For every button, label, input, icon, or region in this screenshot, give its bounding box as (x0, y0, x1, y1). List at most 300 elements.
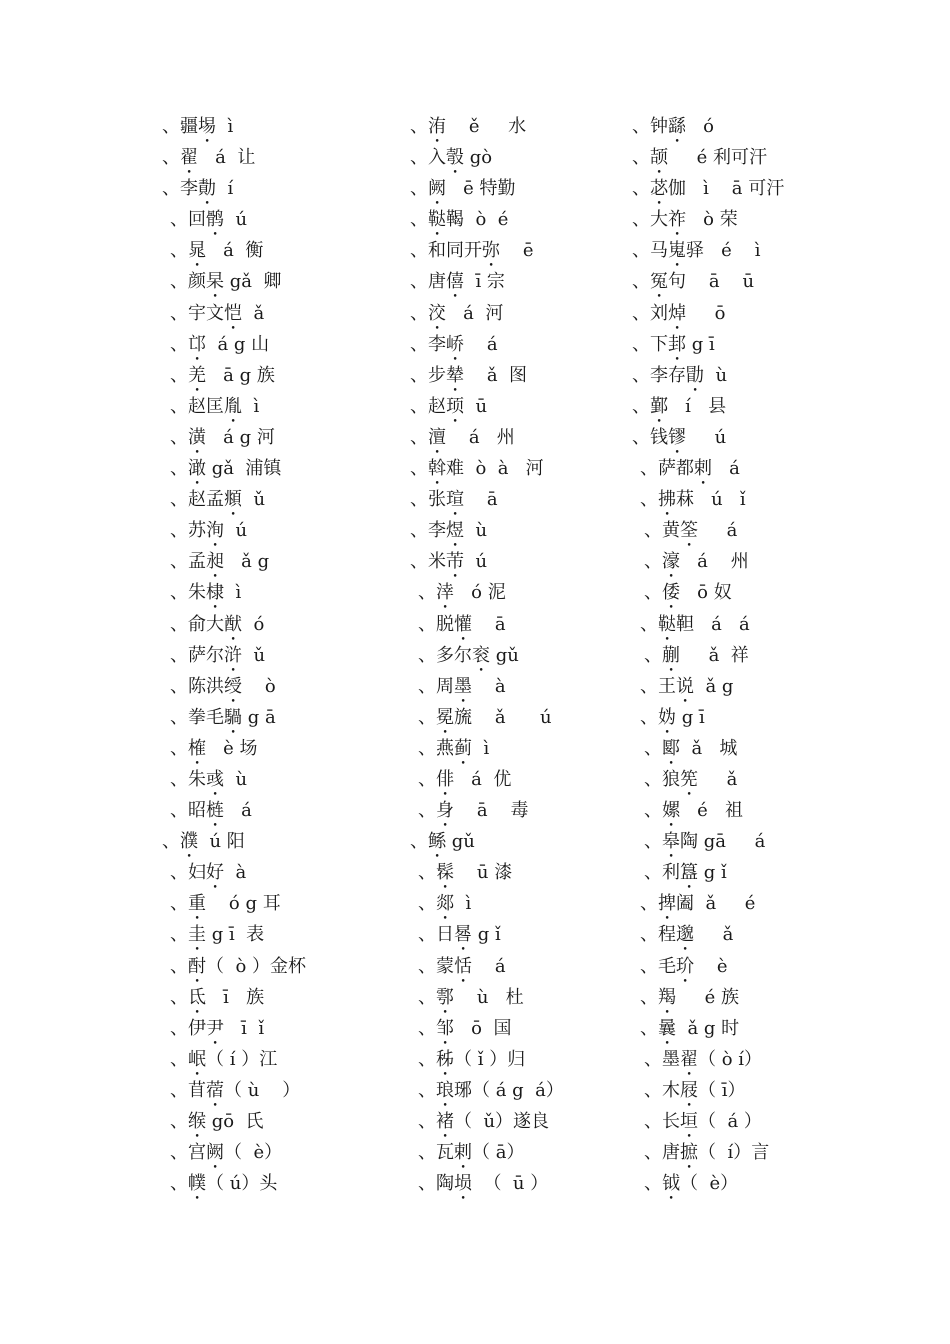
emphasized-character: 岷 (188, 1048, 206, 1070)
list-item (632, 1168, 932, 1199)
item-prefix: 、赵 (410, 395, 446, 417)
list-item (162, 1137, 402, 1168)
emphasized-character: 勣 (198, 178, 216, 200)
emphasized-character: 埸 (198, 116, 216, 137)
list-item (632, 1075, 932, 1106)
item-prefix: 、 (418, 1017, 436, 1039)
emphasized-character: 圭 (188, 924, 206, 946)
emphasized-character: 邈 (676, 924, 694, 946)
item-prefix: 、毛 (640, 955, 676, 977)
pinyin-fill-in: 菻 ú ǐ (676, 489, 746, 511)
list-item (410, 857, 635, 888)
list-item (410, 546, 635, 577)
pinyin-fill-in: ǎ 祥 (680, 644, 749, 666)
list-item (162, 484, 402, 515)
list-item (632, 422, 932, 453)
emphasized-character: 潢 (188, 426, 206, 448)
emphasized-character: 冤 (650, 271, 668, 293)
emphasized-character: 懽 (454, 613, 472, 635)
item-prefix: 、 (644, 551, 662, 573)
list-item (162, 298, 402, 329)
emphasized-character: 酎 (188, 955, 206, 977)
emphasized-character: 洵 (206, 520, 224, 542)
pinyin-fill-in: á (472, 955, 506, 977)
list-item (162, 951, 402, 982)
emphasized-character: 阙 (206, 1142, 224, 1164)
pinyin-fill-in: ǔ (242, 644, 266, 666)
list-item (632, 609, 932, 640)
item-prefix: 、 (632, 271, 650, 293)
item-prefix: 、 (170, 333, 188, 355)
pinyin-fill-in: è 场 (206, 737, 258, 759)
pinyin-fill-in: （ ū ） (472, 1173, 549, 1195)
emphasized-character: 苾 (650, 178, 668, 200)
emphasized-character: 邽 (668, 333, 686, 355)
list-item (632, 733, 932, 764)
list-item (632, 702, 932, 733)
pinyin-fill-in: 旒 ǎ ú (454, 706, 552, 728)
emphasized-character: 钺 (662, 1173, 680, 1195)
list-item (410, 826, 635, 857)
item-prefix: 、朱 (170, 768, 206, 790)
list-item (632, 484, 932, 515)
item-prefix: 、 (632, 178, 650, 200)
emphasized-character: 鞑 (428, 209, 446, 231)
pinyin-fill-in: ú (464, 551, 488, 573)
item-prefix: 、步 (410, 364, 446, 386)
emphasized-character: 郯 (436, 893, 454, 915)
emphasized-character: 氐 (188, 986, 206, 1008)
list-item (162, 888, 402, 919)
item-prefix: 、 (170, 924, 188, 946)
emphasized-character: 辇 (446, 364, 464, 386)
list-item (162, 235, 402, 266)
list-item (162, 640, 402, 671)
list-item (410, 888, 635, 919)
item-prefix: 、长 (644, 1111, 680, 1132)
pinyin-fill-in: ē (500, 240, 534, 262)
list-item (632, 329, 932, 360)
list-item (162, 577, 402, 608)
list-item (410, 204, 635, 235)
pinyin-fill-in: 阖 ǎ é (676, 893, 756, 915)
pinyin-fill-in: á 州 (446, 426, 515, 448)
list-item (410, 1044, 635, 1075)
list-item (632, 142, 932, 173)
emphasized-character: 蓟 (454, 737, 472, 759)
emphasized-character: 身 (436, 800, 454, 822)
item-prefix: 、疆 (162, 116, 198, 137)
list-item (410, 235, 635, 266)
emphasized-character: 蓿 (206, 1079, 224, 1101)
list-item (162, 826, 402, 857)
item-prefix: 、回 (170, 209, 206, 231)
emphasized-character: 捭 (658, 893, 676, 915)
item-prefix: 、 (418, 706, 436, 728)
pinyin-fill-in: 驿 é ì (686, 240, 761, 262)
list-item (632, 1106, 932, 1137)
emphasized-character: 恺 (224, 302, 242, 324)
item-prefix: 、唐 (644, 1142, 680, 1164)
list-item (162, 982, 402, 1013)
emphasized-character: 鞑 (658, 613, 676, 635)
emphasized-character: 嫘 (662, 800, 680, 822)
emphasized-character: 梿 (206, 800, 224, 822)
list-item (162, 173, 402, 204)
emphasized-character: 猷 (224, 613, 242, 635)
item-prefix: 、日 (418, 924, 454, 946)
pinyin-fill-in: （ ù ） (224, 1079, 301, 1101)
list-item (162, 1075, 402, 1106)
emphasized-character: 筌 (680, 520, 698, 542)
item-prefix: 、 (632, 395, 650, 417)
item-prefix: 、马 (632, 240, 668, 262)
pinyin-fill-in: ǎ g (224, 551, 270, 573)
pinyin-fill-in: ǎ 图 (464, 364, 528, 386)
pinyin-fill-in: é 祖 (680, 800, 743, 822)
pinyin-fill-in: í 县 (668, 395, 727, 417)
list-item (162, 266, 402, 297)
pinyin-fill-in: gǔ (490, 644, 519, 666)
item-prefix: 、张 (410, 489, 446, 511)
item-prefix: 、多尔 (418, 644, 472, 666)
emphasized-character: 榷 (188, 737, 206, 759)
pinyin-fill-in: ǎ (698, 768, 738, 790)
item-prefix: 、昭 (170, 800, 206, 822)
item-prefix: 、周 (418, 675, 454, 697)
emphasized-character: 玠 (676, 955, 694, 977)
emphasized-character: 瑄 (446, 489, 464, 511)
emphasized-character: 尹 (206, 1017, 224, 1039)
pinyin-fill-in: á 河 (446, 302, 504, 324)
list-item (410, 919, 635, 950)
item-prefix: 、赵匡 (170, 395, 224, 417)
emphasized-character: 晁 (188, 240, 206, 262)
list-item (162, 1168, 402, 1199)
item-prefix: 、墨 (644, 1048, 680, 1070)
pinyin-fill-in: ì (224, 582, 242, 604)
emphasized-character: 繇 (668, 116, 686, 137)
item-prefix: 、 (644, 644, 662, 666)
list-item (410, 1106, 635, 1137)
pinyin-fill-in: gǔ (446, 831, 475, 853)
item-prefix: 、大 (632, 209, 668, 231)
emphasized-character: 祚 (668, 209, 686, 231)
pinyin-fill-in: ō 奴 (680, 582, 732, 604)
item-prefix: 、 (170, 1048, 188, 1070)
pinyin-fill-in: á 州 (680, 551, 749, 573)
pinyin-fill-in: ó g 耳 (206, 893, 281, 915)
list-item (410, 1013, 635, 1044)
pinyin-fill-in: g ī 表 (206, 924, 265, 946)
pinyin-fill-in: è (694, 955, 728, 977)
list-item (632, 764, 932, 795)
pinyin-fill-in: á (698, 520, 738, 542)
pinyin-fill-in: 难 ò à 河 (446, 458, 544, 480)
emphasized-character: 恬 (454, 955, 472, 977)
pinyin-fill-in: g ǐ (472, 924, 501, 946)
list-item (162, 702, 402, 733)
emphasized-character: 琅 (436, 1079, 454, 1101)
item-prefix: 、 (170, 893, 188, 915)
item-prefix: 、萨都 (640, 458, 694, 480)
pinyin-fill-in: ù 杜 (454, 986, 524, 1008)
pinyin-fill-in: á 衡 (206, 240, 264, 262)
item-prefix: 、 (640, 613, 658, 635)
pinyin-fill-in: ò 荣 (686, 209, 738, 231)
list-item (162, 733, 402, 764)
item-prefix: 、 (640, 893, 658, 915)
list-item (410, 1168, 635, 1199)
item-prefix: 、 (418, 768, 436, 790)
item-prefix: 、 (644, 737, 662, 759)
emphasized-character: 濠 (662, 551, 680, 573)
emphasized-character: 鲧 (428, 831, 446, 853)
item-prefix: 、 (170, 426, 188, 448)
item-prefix: 、脱 (418, 613, 454, 635)
item-prefix: 、唐 (410, 271, 446, 293)
item-prefix: 、燕 (418, 737, 454, 759)
pinyin-fill-in: à (472, 675, 506, 697)
list-item (410, 391, 635, 422)
emphasized-character: 幞 (188, 1173, 206, 1195)
emphasized-character: 騧 (224, 706, 242, 728)
emphasized-character: 重 (188, 893, 206, 915)
emphasized-character: 顼 (446, 395, 464, 417)
emphasized-character: 阙 (428, 178, 446, 200)
list-item (632, 888, 932, 919)
item-prefix: 、陈洪 (170, 675, 224, 697)
item-prefix: 、狼 (644, 768, 680, 790)
emphasized-character: 頫 (224, 489, 242, 511)
emphasized-character: 洧 (428, 116, 446, 137)
emphasized-character: 倭 (662, 582, 680, 604)
pinyin-fill-in: á (712, 458, 740, 480)
emphasized-character: 嵬 (668, 240, 686, 262)
pinyin-fill-in: ī 族 (206, 986, 265, 1008)
list-item (632, 857, 932, 888)
item-prefix: 、 (170, 1173, 188, 1195)
list-item (410, 982, 635, 1013)
list-item (162, 857, 402, 888)
pinyin-fill-in: ǎ g 时 (676, 1017, 740, 1039)
item-prefix: 、木 (644, 1079, 680, 1101)
item-prefix: 、俞大 (170, 613, 224, 635)
column-right (632, 111, 932, 1199)
pinyin-fill-in: ì (216, 116, 234, 137)
emphasized-character: 鹘 (206, 209, 224, 231)
list-item (410, 951, 635, 982)
emphasized-character: 剌 (694, 458, 712, 480)
item-prefix: 、 (410, 116, 428, 137)
pinyin-fill-in: （ á ） (698, 1111, 762, 1132)
pinyin-fill-in: ù (464, 520, 488, 542)
emphasized-character: 斡 (428, 458, 446, 480)
list-item (410, 764, 635, 795)
list-item (410, 111, 635, 142)
item-prefix: 、钟 (632, 116, 668, 137)
pinyin-fill-in: ǎ 城 (680, 737, 738, 759)
pinyin-fill-in: á 让 (198, 147, 256, 169)
item-prefix: 、 (418, 1079, 436, 1101)
item-prefix: 、朱 (170, 582, 206, 604)
pinyin-fill-in: ǎ (242, 302, 265, 324)
pinyin-fill-in: ú 阳 (198, 831, 245, 853)
emphasized-character: 勖 (686, 364, 704, 386)
list-item (410, 795, 635, 826)
list-item (632, 391, 932, 422)
pinyin-fill-in: é 利可汗 (668, 147, 767, 169)
pinyin-fill-in: gǎ 浦镇 (206, 458, 282, 480)
list-item (632, 266, 932, 297)
list-item (410, 1137, 635, 1168)
list-item (632, 111, 932, 142)
list-item (410, 515, 635, 546)
item-prefix: 、李存 (632, 364, 686, 386)
item-prefix: 、 (170, 1111, 188, 1132)
pinyin-fill-in: á 优 (454, 768, 512, 790)
emphasized-character: 晷 (454, 924, 472, 946)
list-item (632, 1013, 932, 1044)
pinyin-fill-in: （ è） (680, 1173, 739, 1195)
pinyin-fill-in: ó (242, 613, 265, 635)
pinyin-fill-in: ē 特勤 (446, 178, 516, 200)
item-prefix: 、黄 (644, 520, 680, 542)
emphasized-character: 垣 (680, 1111, 698, 1132)
list-item (162, 1106, 402, 1137)
item-prefix: 、 (644, 800, 662, 822)
column-left (162, 111, 402, 1199)
pinyin-fill-in: à (224, 862, 247, 884)
item-prefix: 、苜 (170, 1079, 206, 1101)
emphasized-character: 妫 (658, 706, 676, 728)
pinyin-fill-in: ú (224, 209, 248, 231)
item-prefix: 、 (418, 893, 436, 915)
emphasized-character: 皋 (662, 831, 680, 853)
item-prefix: 、王 (640, 675, 676, 697)
pinyin-fill-in: （ ò ）金杯 (206, 955, 307, 977)
item-prefix: 、伊 (170, 1017, 206, 1039)
list-item (632, 826, 932, 857)
emphasized-character: 绶 (224, 675, 242, 697)
item-prefix: 、 (170, 240, 188, 262)
list-item (410, 671, 635, 702)
item-prefix: 、 (410, 426, 428, 448)
pinyin-fill-in: é 族 (676, 986, 739, 1008)
pinyin-fill-in: ō 国 (454, 1017, 512, 1039)
list-item (162, 1044, 402, 1075)
item-prefix: 、瓦 (418, 1142, 454, 1164)
emphasized-character: 煜 (446, 520, 464, 542)
item-prefix: 、 (644, 831, 662, 853)
item-prefix: 、 (410, 302, 428, 324)
emphasized-character: 芾 (446, 551, 464, 573)
item-prefix: 、 (418, 1111, 436, 1132)
list-item (632, 951, 932, 982)
emphasized-character: 镠 (668, 426, 686, 448)
item-prefix: 、 (170, 986, 188, 1008)
list-item (162, 142, 402, 173)
list-item (410, 702, 635, 733)
pinyin-fill-in: 句 ā ū (668, 271, 755, 293)
emphasized-character: 鄠 (436, 986, 454, 1008)
pinyin-fill-in: ì (242, 395, 260, 417)
emphasized-character: 翟 (180, 147, 198, 169)
emphasized-character: 弥 (482, 240, 500, 262)
pinyin-fill-in: ú (686, 426, 727, 448)
item-prefix: 、苏 (170, 520, 206, 542)
pinyin-fill-in: ī ǐ (224, 1017, 265, 1039)
emphasized-character: 澉 (188, 458, 206, 480)
item-prefix: 、李 (410, 333, 446, 355)
item-prefix: 、 (418, 986, 436, 1008)
pinyin-fill-in: ō (686, 302, 726, 324)
emphasized-character: 秭 (436, 1048, 454, 1070)
emphasized-character: 墨 (454, 675, 472, 697)
pinyin-fill-in: （ ǐ ）归 (454, 1048, 526, 1070)
list-item (410, 609, 635, 640)
pinyin-fill-in: ā (472, 613, 506, 635)
item-prefix: 、 (170, 458, 188, 480)
item-prefix: 、拳毛 (170, 706, 224, 728)
item-prefix: 、 (410, 178, 428, 200)
list-item (162, 329, 402, 360)
item-prefix: 、 (410, 831, 428, 853)
list-item (410, 453, 635, 484)
emphasized-character: 鄞 (650, 395, 668, 417)
item-prefix: 、刘 (632, 302, 668, 324)
item-prefix: 、 (632, 147, 650, 169)
emphasized-character: 澶 (428, 426, 446, 448)
emphasized-character: 筅 (680, 768, 698, 790)
list-item (632, 577, 932, 608)
emphasized-character: 埙 (454, 1173, 472, 1195)
list-item (162, 1013, 402, 1044)
list-item (632, 173, 932, 204)
pinyin-fill-in: 靼 á á (676, 613, 750, 635)
list-item (632, 235, 932, 266)
pinyin-fill-in: ù (704, 364, 728, 386)
emphasized-character: 焯 (668, 302, 686, 324)
emphasized-character: 僖 (446, 271, 464, 293)
list-item (162, 360, 402, 391)
pinyin-fill-in: ī 宗 (464, 271, 505, 293)
pinyin-fill-in: ū (464, 395, 488, 417)
pinyin-fill-in: （ ò í） (698, 1048, 763, 1070)
emphasized-character: 浒 (224, 644, 242, 666)
emphasized-character: 彧 (206, 768, 224, 790)
item-prefix: 、 (410, 458, 428, 480)
list-item (632, 515, 932, 546)
emphasized-character: 彀 (446, 147, 464, 169)
pinyin-fill-in: （ ú）头 (206, 1173, 278, 1195)
list-item (162, 422, 402, 453)
pinyin-fill-in: （ ā） (472, 1142, 525, 1164)
item-prefix: 、钱 (632, 426, 668, 448)
item-prefix: 、陶 (418, 1173, 454, 1195)
list-item (410, 640, 635, 671)
emphasized-character: 缑 (188, 1111, 206, 1132)
list-item (162, 671, 402, 702)
item-prefix: 、李 (410, 520, 446, 542)
pinyin-fill-in: á (224, 800, 252, 822)
emphasized-character: 俳 (436, 768, 454, 790)
pinyin-fill-in: （ ī） (698, 1079, 746, 1101)
list-item (162, 204, 402, 235)
item-prefix: 、孟 (170, 551, 206, 573)
emphasized-character: 涬 (436, 582, 454, 604)
pinyin-fill-in: g ī (686, 333, 715, 355)
